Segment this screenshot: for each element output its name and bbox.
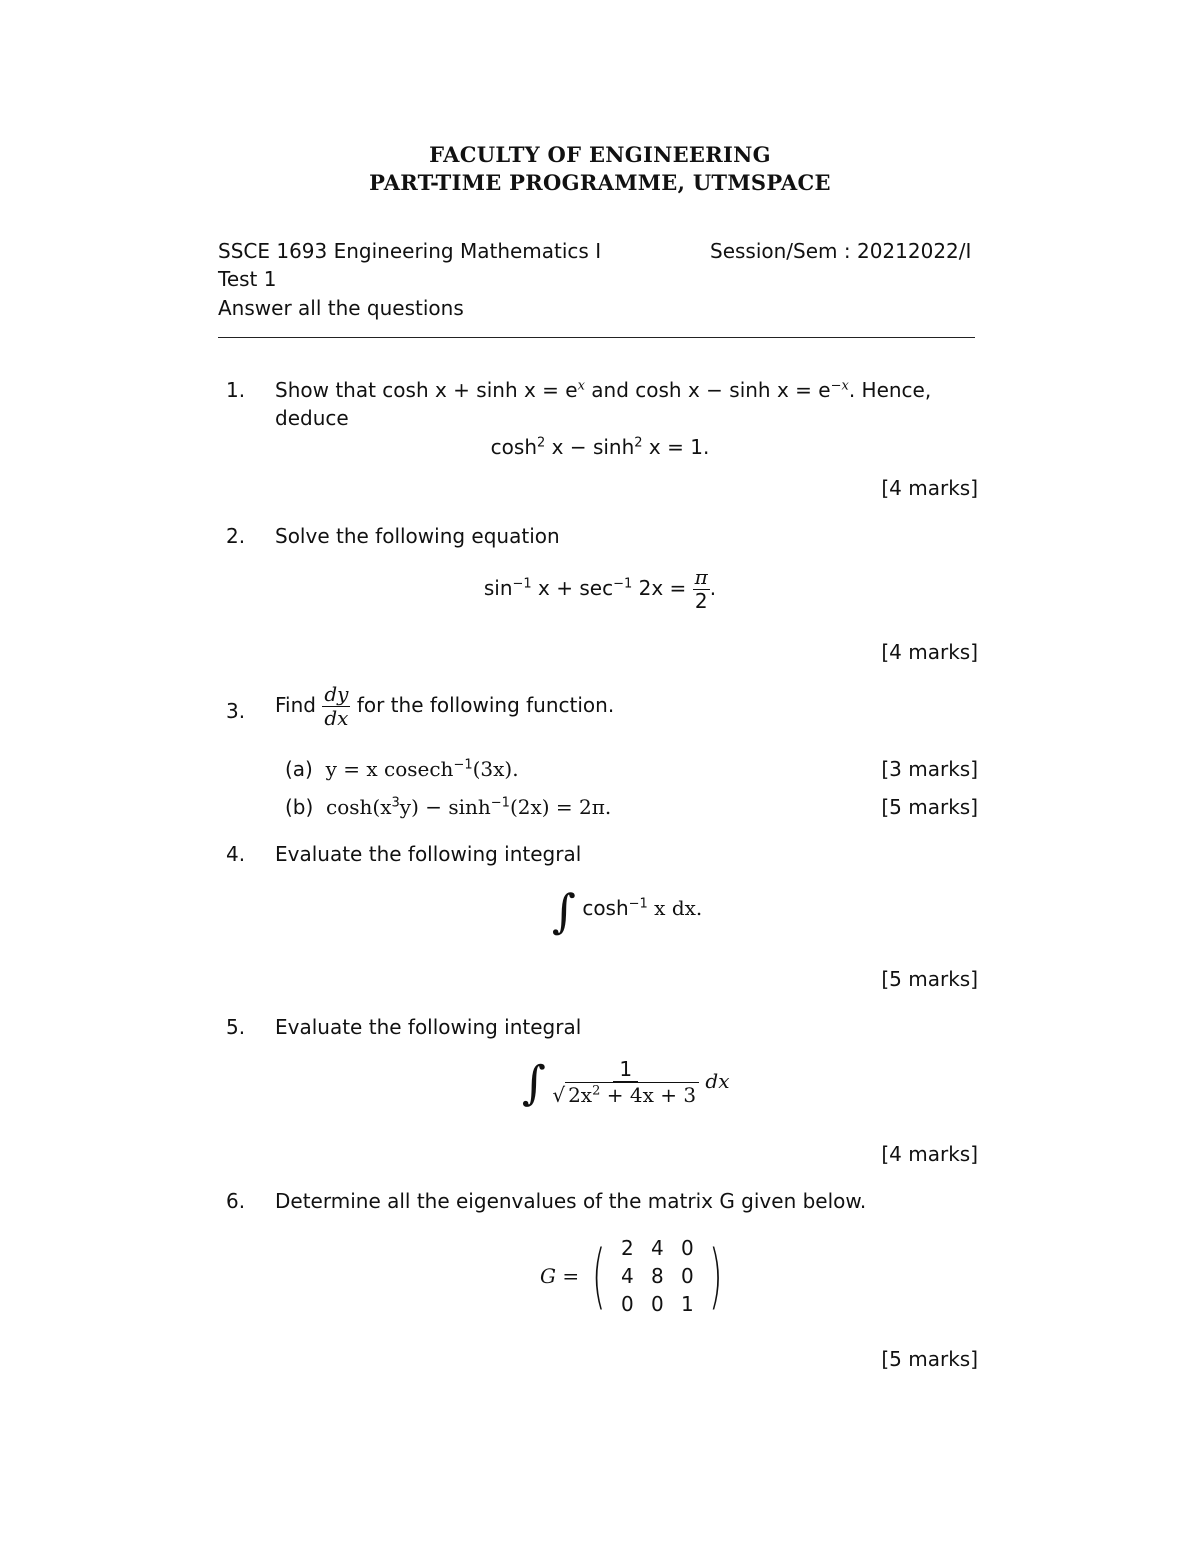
question-2-text: Solve the following equation [275,524,560,548]
question-4-marks: [5 marks] [881,967,978,991]
question-6-marks: [5 marks] [881,1347,978,1371]
question-6-number: 6. [226,1189,246,1213]
question-5-equation: ∫ 1 √ $2x^2 + 4x + 3$ dx [522,1055,730,1110]
question-1-number: 1. [226,378,246,402]
question-3a-marks: [3 marks] [881,757,978,781]
course-title: SSCE 1693 Engineering Mathematics I [218,239,602,263]
question-3-text: Find $\frac{dy}{dx}$ for the following function. [275,682,615,730]
question-4-equation: ∫ $\cosh^{-1} x$ dx. [552,884,703,938]
question-1-text: Show that $\cosh x + \sinh x = e^x$ and $\cosh x - \sinh x = e^{-x}$. Hence, [275,378,932,402]
question-2-marks: [4 marks] [881,640,978,664]
question-2-equation: $\sin^{-1} x + \sec^{-1} 2x$ = $\frac{\pi}{2}$ . [483,565,717,613]
question-5-marks: [4 marks] [881,1142,978,1166]
question-5-text: Evaluate the following integral [275,1015,582,1039]
question-3b: (b) $\cosh(x^3y) - \sinh^{-1}(2x) = 2\pi$. [285,795,612,819]
programme-title: PART-TIME PROGRAMME, UTMSPACE [369,170,831,195]
question-1-equation: $\cosh^2 x - \sinh^2 x = 1$. [490,435,710,459]
question-3b-marks: [5 marks] [881,795,978,819]
divider-line [218,337,975,338]
integral-sign: ∫ [522,1055,546,1110]
test-label: Test 1 [218,267,277,291]
question-1-deduce: deduce [275,406,349,430]
instruction: Answer all the questions [218,296,464,320]
faculty-title: FACULTY OF ENGINEERING [429,142,771,167]
matrix-g: G = ( 2 4 0 4 8 0 0 0 1 ) [540,1235,723,1317]
question-3-number: 3. [226,699,246,723]
question-4-number: 4. [226,842,246,866]
question-6-text: Determine all the eigenvalues of the matrix G given below. [275,1189,867,1213]
question-3a: (a) y = x cosech$^{-1}$(3x). [285,757,519,781]
question-1-marks: [4 marks] [881,476,978,500]
question-4-text: Evaluate the following integral [275,842,582,866]
matrix-grid: 2 4 0 4 8 0 0 0 1 [621,1236,694,1316]
question-2-number: 2. [226,524,246,548]
question-5-number: 5. [226,1015,246,1039]
session-sem: Session/Sem : 20212022/I [710,239,972,263]
integral-sign: ∫ [552,884,576,938]
